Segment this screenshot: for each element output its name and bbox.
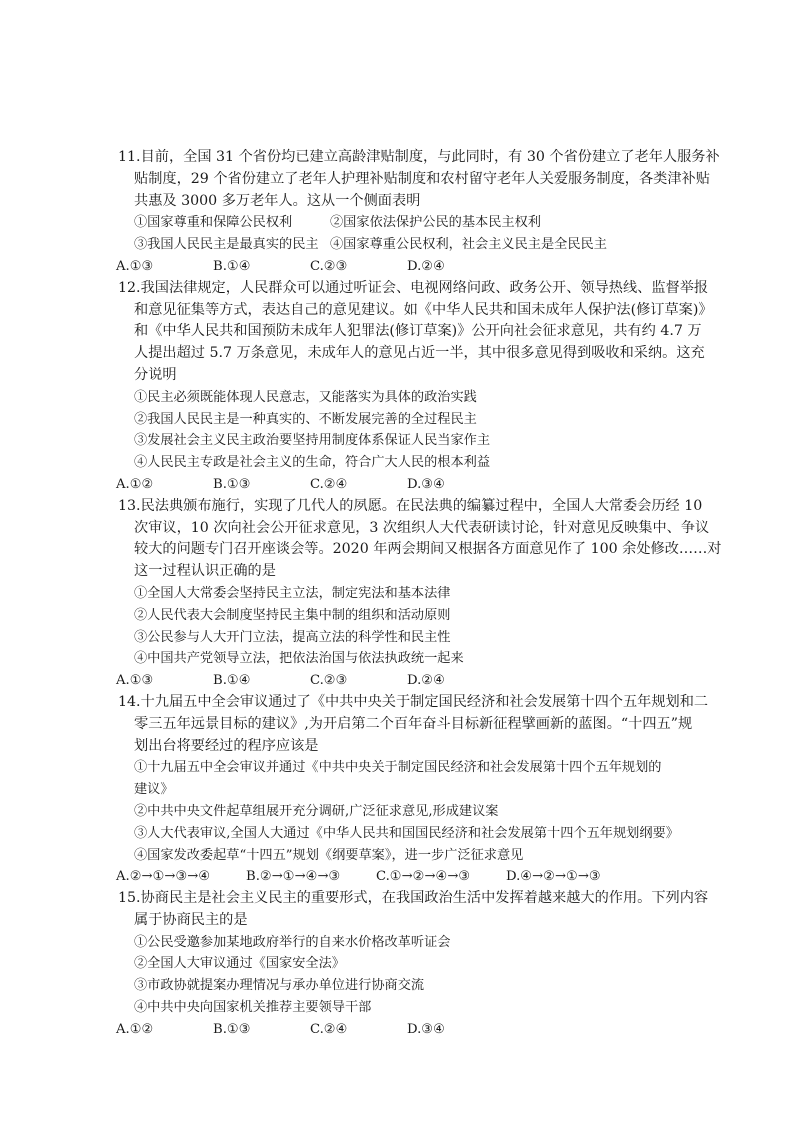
- question-stem-line: 15.协商民主是社会主义民主的重要形式，在我国政治生活中发挥着越来越大的作用。下列内容: [118, 890, 709, 907]
- question-stem-line: 贴制度，29 个省份建立了老年人护理补贴制度和农村留守老年人关爱服务制度，各类津补贴: [134, 170, 710, 187]
- choice-c[interactable]: C.②④: [310, 476, 348, 492]
- option-1: ①公民受邀参加某地政府举行的自来水价格改革听证会: [134, 934, 451, 950]
- question-stem-line: 11.目前，全国 31 个省份均已建立高龄津贴制度，与此同时，有 30 个省份建立了老年人服务补: [118, 149, 720, 165]
- option-4: ④国家尊重公民权利，社会主义民主是全民民主: [330, 237, 607, 253]
- question-stem-line: 和意见征集等方式，表达自己的意见建议。如《中华人民共和国未成年人保护法(修订草案)》: [134, 301, 713, 318]
- question-stem-line: 次审议，10 次向社会公开征求意见，3 次组织人大代表研读讨论，针对意见反映集中、争议: [134, 519, 710, 536]
- choice-b[interactable]: B.①④: [213, 258, 251, 274]
- answer-choices: [0, 256, 794, 278]
- choice-c[interactable]: C.②③: [310, 258, 348, 274]
- answer-choices: [0, 1019, 794, 1041]
- option-row: [0, 234, 794, 256]
- question-stem-line: 12.我国法律规定，人民群众可以通过听证会、电视网络问政、政务公开、领导热线、监督举报: [118, 279, 709, 296]
- option-2: ②国家依法保护公民的基本民主权利: [330, 215, 541, 231]
- choice-b[interactable]: B.①④: [213, 673, 251, 689]
- option-2: ②全国人大审议通过《国家安全法》: [134, 956, 345, 972]
- question-stem-line: 属于协商民主的是: [134, 911, 248, 928]
- question-stem-line: 较大的问题专门召开座谈会等。2020 年两会期间又根据各方面意见作了 100 余处修改……对: [134, 541, 722, 558]
- option-1: ①全国人大常委会坚持民主立法，制定宪法和基本法律: [134, 585, 451, 601]
- option-3: ③市政协就提案办理情况与承办单位进行协商交流: [134, 978, 425, 994]
- question-stem-line: 人提出超过 5.7 万条意见，未成年人的意见占近一半，其中很多意见得到吸收和采纳。这充: [134, 345, 705, 362]
- choice-c[interactable]: C.②④: [310, 1021, 348, 1037]
- choice-b[interactable]: B.①③: [213, 1021, 251, 1037]
- choice-d[interactable]: D.③④: [407, 1021, 445, 1037]
- question-13: [0, 496, 794, 692]
- option-4: ④中国共产党领导立法，把依法治国与依法执政统一起来: [134, 651, 464, 667]
- question-stem-line: 共惠及 3000 多万老年人。这从一个侧面表明: [134, 192, 421, 209]
- choice-c[interactable]: C.②③: [310, 673, 348, 689]
- choice-d[interactable]: D.③④: [407, 476, 445, 492]
- choice-d[interactable]: D.②④: [407, 673, 445, 689]
- question-15: [0, 888, 794, 1041]
- choice-a[interactable]: A.①②: [116, 476, 154, 492]
- option-2: ②人民代表大会制度坚持民主集中制的组织和活动原则: [134, 607, 451, 623]
- question-stem-line: 零三五年远景目标的建议》,为开启第二个百年奋斗目标新征程擘画新的蓝图。“十四五”规: [134, 715, 693, 732]
- choice-c[interactable]: C.①→②→④→③: [376, 869, 471, 885]
- option-row: [0, 212, 794, 234]
- question-stem-line: 14.十九届五中全会审议通过了《中共中央关于制定国民经济和社会发展第十四个五年规划和二: [118, 693, 709, 710]
- option-3: ③公民参与人大开门立法，提高立法的科学性和民主性: [134, 629, 451, 645]
- option-2: ②我国人民民主是一种真实的、不断发展完善的全过程民主: [134, 411, 477, 427]
- question-stem-line: 划出台将要经过的程序应该是: [134, 737, 319, 754]
- question-12: [0, 278, 794, 496]
- option-4: ④国家发改委起草“十四五”规划《纲要草案》，进一步广泛征求意见: [134, 847, 524, 863]
- answer-choices: [0, 474, 794, 496]
- choice-a[interactable]: A.①③: [116, 258, 154, 274]
- option-3: ③我国人民民主是最真实的民主: [134, 237, 319, 253]
- option-1: ①国家尊重和保障公民权利: [134, 215, 293, 231]
- option-3: ③发展社会主义民主政治要坚持用制度体系保证人民当家作主: [134, 433, 491, 449]
- question-stem-line: 和《中华人民共和国预防未成年人犯罪法(修订草案)》公开向社会征求意见，共有约 4.7 万: [134, 323, 702, 340]
- option-4: ④中共中央向国家机关推荐主要领导干部: [134, 1000, 372, 1016]
- choice-d[interactable]: D.④→②→①→③: [506, 869, 601, 885]
- choice-d[interactable]: D.②④: [407, 258, 445, 274]
- option-4: ④人民民主专政是社会主义的生命，符合广大人民的根本利益: [134, 455, 491, 471]
- question-14: [0, 692, 794, 888]
- choice-a[interactable]: A.①③: [116, 673, 154, 689]
- option-1-continued: 建议》: [134, 782, 174, 798]
- answer-choices: [0, 670, 794, 692]
- option-2: ②中共中央文件起草组展开充分调研,广泛征求意见,形成建议案: [134, 803, 499, 819]
- question-stem-line: 13.民法典颁布施行，实现了几代人的夙愿。在民法典的编纂过程中，全国人大常委会历经 10: [118, 497, 703, 514]
- choice-a[interactable]: A.②→①→③→④: [116, 869, 211, 885]
- choice-b[interactable]: B.②→①→④→③: [246, 869, 341, 885]
- option-1: ①十九届五中全会审议并通过《中共中央关于制定国民经济和社会发展第十四个五年规划的: [134, 760, 662, 776]
- option-1: ①民主必须既能体现人民意志，又能落实为具体的政治实践: [134, 389, 477, 405]
- question-11: [0, 147, 794, 278]
- question-stem-line: 分说明: [134, 366, 177, 383]
- choice-a[interactable]: A.①②: [116, 1021, 154, 1037]
- choice-b[interactable]: B.①③: [213, 476, 251, 492]
- option-3: ③人大代表审议,全国人大通过《中华人民共和国国民经济和社会发展第十四个五年规划纲要》: [134, 825, 679, 841]
- exam-page: [0, 147, 794, 1041]
- answer-choices: [0, 866, 794, 888]
- question-stem-line: 这一过程认识正确的是: [134, 563, 276, 580]
